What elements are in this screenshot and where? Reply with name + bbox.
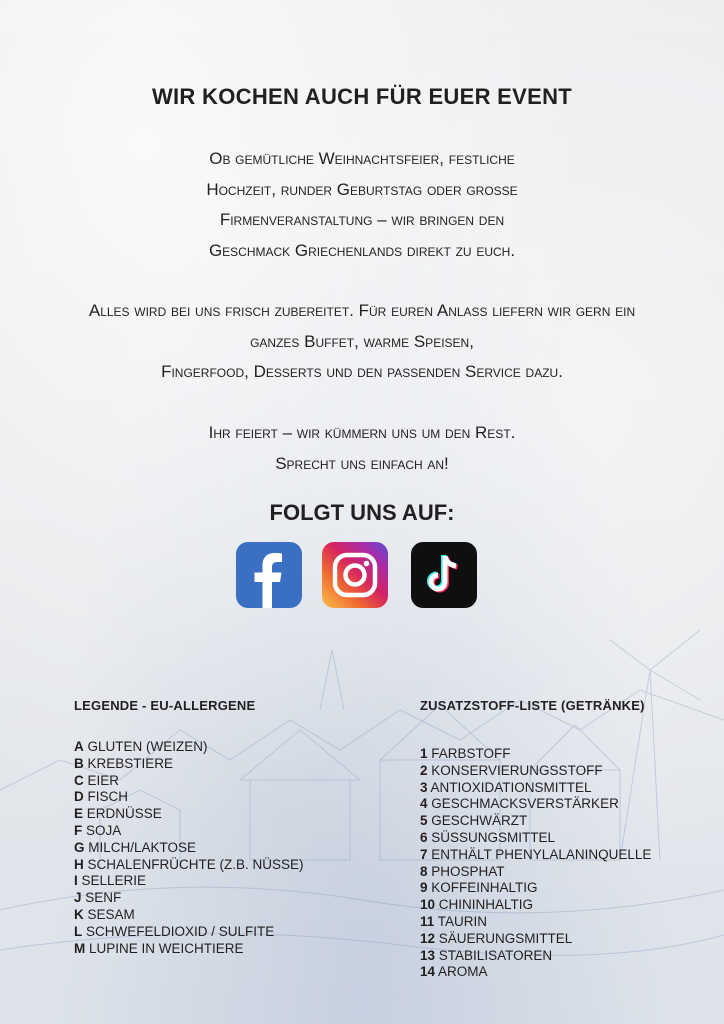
item-code: D — [74, 789, 84, 805]
list-item — [420, 780, 710, 797]
intro-paragraph-2 — [0, 296, 724, 388]
list-item — [74, 857, 394, 874]
list-item — [74, 756, 394, 773]
item-label: TAURIN — [437, 913, 488, 929]
item-label: KONSERVIERUNGSSTOFF — [431, 762, 603, 778]
item-label: FARBSTOFF — [431, 746, 511, 761]
list-item — [420, 813, 710, 830]
item-label: SELLERIE — [81, 873, 147, 889]
list-item — [420, 964, 710, 981]
list-item — [74, 924, 394, 941]
item-code: 4 — [420, 796, 428, 812]
instagram-icon[interactable] — [322, 542, 388, 608]
list-item — [74, 789, 394, 806]
additive-legend — [420, 698, 710, 981]
item-code: E — [74, 806, 84, 822]
item-label: ANTIOXIDATIONSMITTEL — [430, 779, 592, 795]
social-heading: FOLGT UNS AUF: — [269, 500, 455, 525]
item-code: 12 — [420, 930, 436, 946]
item-label: PHOSPHAT — [431, 863, 505, 879]
item-label: SÄUERUNGSMITTEL — [438, 930, 573, 946]
item-code: 10 — [420, 897, 436, 913]
item-label: SCHALENFRÜCHTE (Z.B. NÜSSE) — [87, 856, 304, 872]
item-code: 8 — [420, 863, 428, 879]
list-item — [420, 763, 710, 780]
item-code: 6 — [420, 829, 428, 845]
item-label: MILCH/LAKTOSE — [88, 839, 197, 855]
list-item — [74, 890, 394, 907]
item-code: H — [74, 856, 84, 872]
allergen-legend — [74, 698, 394, 957]
intro-paragraph-3 — [0, 418, 724, 479]
list-item — [420, 746, 710, 763]
item-label: STABILISATOREN — [438, 947, 553, 963]
item-code: K — [74, 906, 84, 922]
intro-line: Fingerfood, Desserts und den passenden Service dazu. — [161, 362, 563, 381]
item-label: AROMA — [438, 964, 488, 980]
intro-paragraph-1 — [0, 144, 724, 266]
social-links — [236, 542, 486, 608]
item-code: 1 — [420, 746, 428, 761]
intro-line: Firmenveranstaltung – wir bringen den — [219, 210, 505, 229]
list-item — [74, 873, 394, 890]
item-label: LUPINE IN WEICHTIERE — [89, 940, 244, 956]
item-code: 3 — [420, 779, 428, 795]
intro-line: Ob gemütliche Weihnachtsfeier, festliche — [209, 149, 515, 168]
item-label: GESCHWÄRZT — [431, 813, 528, 829]
item-code: 14 — [420, 964, 436, 980]
list-item — [420, 847, 710, 864]
item-code: 11 — [420, 913, 435, 929]
tiktok-icon[interactable] — [411, 542, 477, 608]
list-item — [74, 739, 394, 756]
list-item — [420, 830, 710, 847]
item-label: SESAM — [87, 906, 135, 922]
list-item — [74, 941, 394, 958]
item-code: F — [74, 822, 83, 838]
list-item — [74, 806, 394, 823]
list-item — [74, 907, 394, 924]
item-label: SENF — [85, 890, 122, 906]
item-code: I — [74, 873, 78, 889]
item-code: 2 — [420, 762, 428, 778]
list-item — [74, 823, 394, 840]
intro-line: Geschmack Griechenlands direkt zu euch. — [208, 240, 516, 260]
list-item — [420, 897, 710, 914]
item-label: KREBSTIERE — [87, 755, 174, 771]
item-label: GESCHMACKSVERSTÄRKER — [431, 796, 619, 812]
item-label: SCHWEFELDIOXID / SULFITE — [86, 923, 275, 939]
item-label: KOFFEINHALTIG — [431, 880, 538, 896]
list-item — [420, 948, 710, 965]
item-label: GLUTEN (WEIZEN) — [87, 739, 208, 754]
intro-line: Alles wird bei uns frisch zubereitet. Für euren Anlass liefern wir gern ein — [88, 301, 636, 320]
list-item — [74, 773, 394, 790]
item-label: SÜSSUNGSMITTEL — [431, 829, 556, 845]
item-label: EIER — [87, 772, 120, 788]
item-code: M — [74, 940, 86, 956]
item-code: G — [74, 839, 85, 855]
item-label: CHININHALTIG — [438, 897, 534, 913]
list-item — [420, 931, 710, 948]
list-item — [420, 864, 710, 881]
page-title: WIR KOCHEN AUCH FÜR EUER EVENT — [151, 84, 573, 109]
intro-line: ganzes Buffet, warme Speisen, — [250, 331, 474, 351]
facebook-icon[interactable] — [236, 542, 302, 608]
list-item — [420, 796, 710, 813]
item-code: A — [74, 739, 84, 754]
item-code: 5 — [420, 813, 428, 829]
list-item — [74, 840, 394, 857]
item-label: SOJA — [86, 822, 122, 838]
item-code: L — [74, 923, 83, 939]
intro-line: Ihr feiert – wir kümmern uns um den Rest. — [208, 423, 516, 442]
list-item — [420, 880, 710, 897]
intro-line: Hochzeit, runder Geburtstag oder große — [206, 179, 518, 199]
item-code: 9 — [420, 880, 428, 896]
item-code: 13 — [420, 947, 436, 963]
allergen-legend-heading: LEGENDE - EU-ALLERGENE — [74, 698, 256, 713]
item-label: FISCH — [87, 789, 129, 805]
list-item — [420, 914, 710, 931]
item-code: J — [74, 890, 82, 906]
additive-list — [420, 746, 710, 981]
item-code: B — [74, 755, 84, 771]
item-code: C — [74, 772, 84, 788]
intro-line: Sprecht uns einfach an! — [275, 453, 449, 473]
item-code: 7 — [420, 846, 428, 862]
item-label: ENTHÄLT PHENYLALANINQUELLE — [431, 846, 652, 862]
additive-legend-heading: ZUSATZSTOFF-LISTE (GETRÄNKE) — [420, 698, 645, 713]
item-label: ERDNÜSSE — [86, 806, 162, 822]
allergen-list — [74, 739, 394, 957]
